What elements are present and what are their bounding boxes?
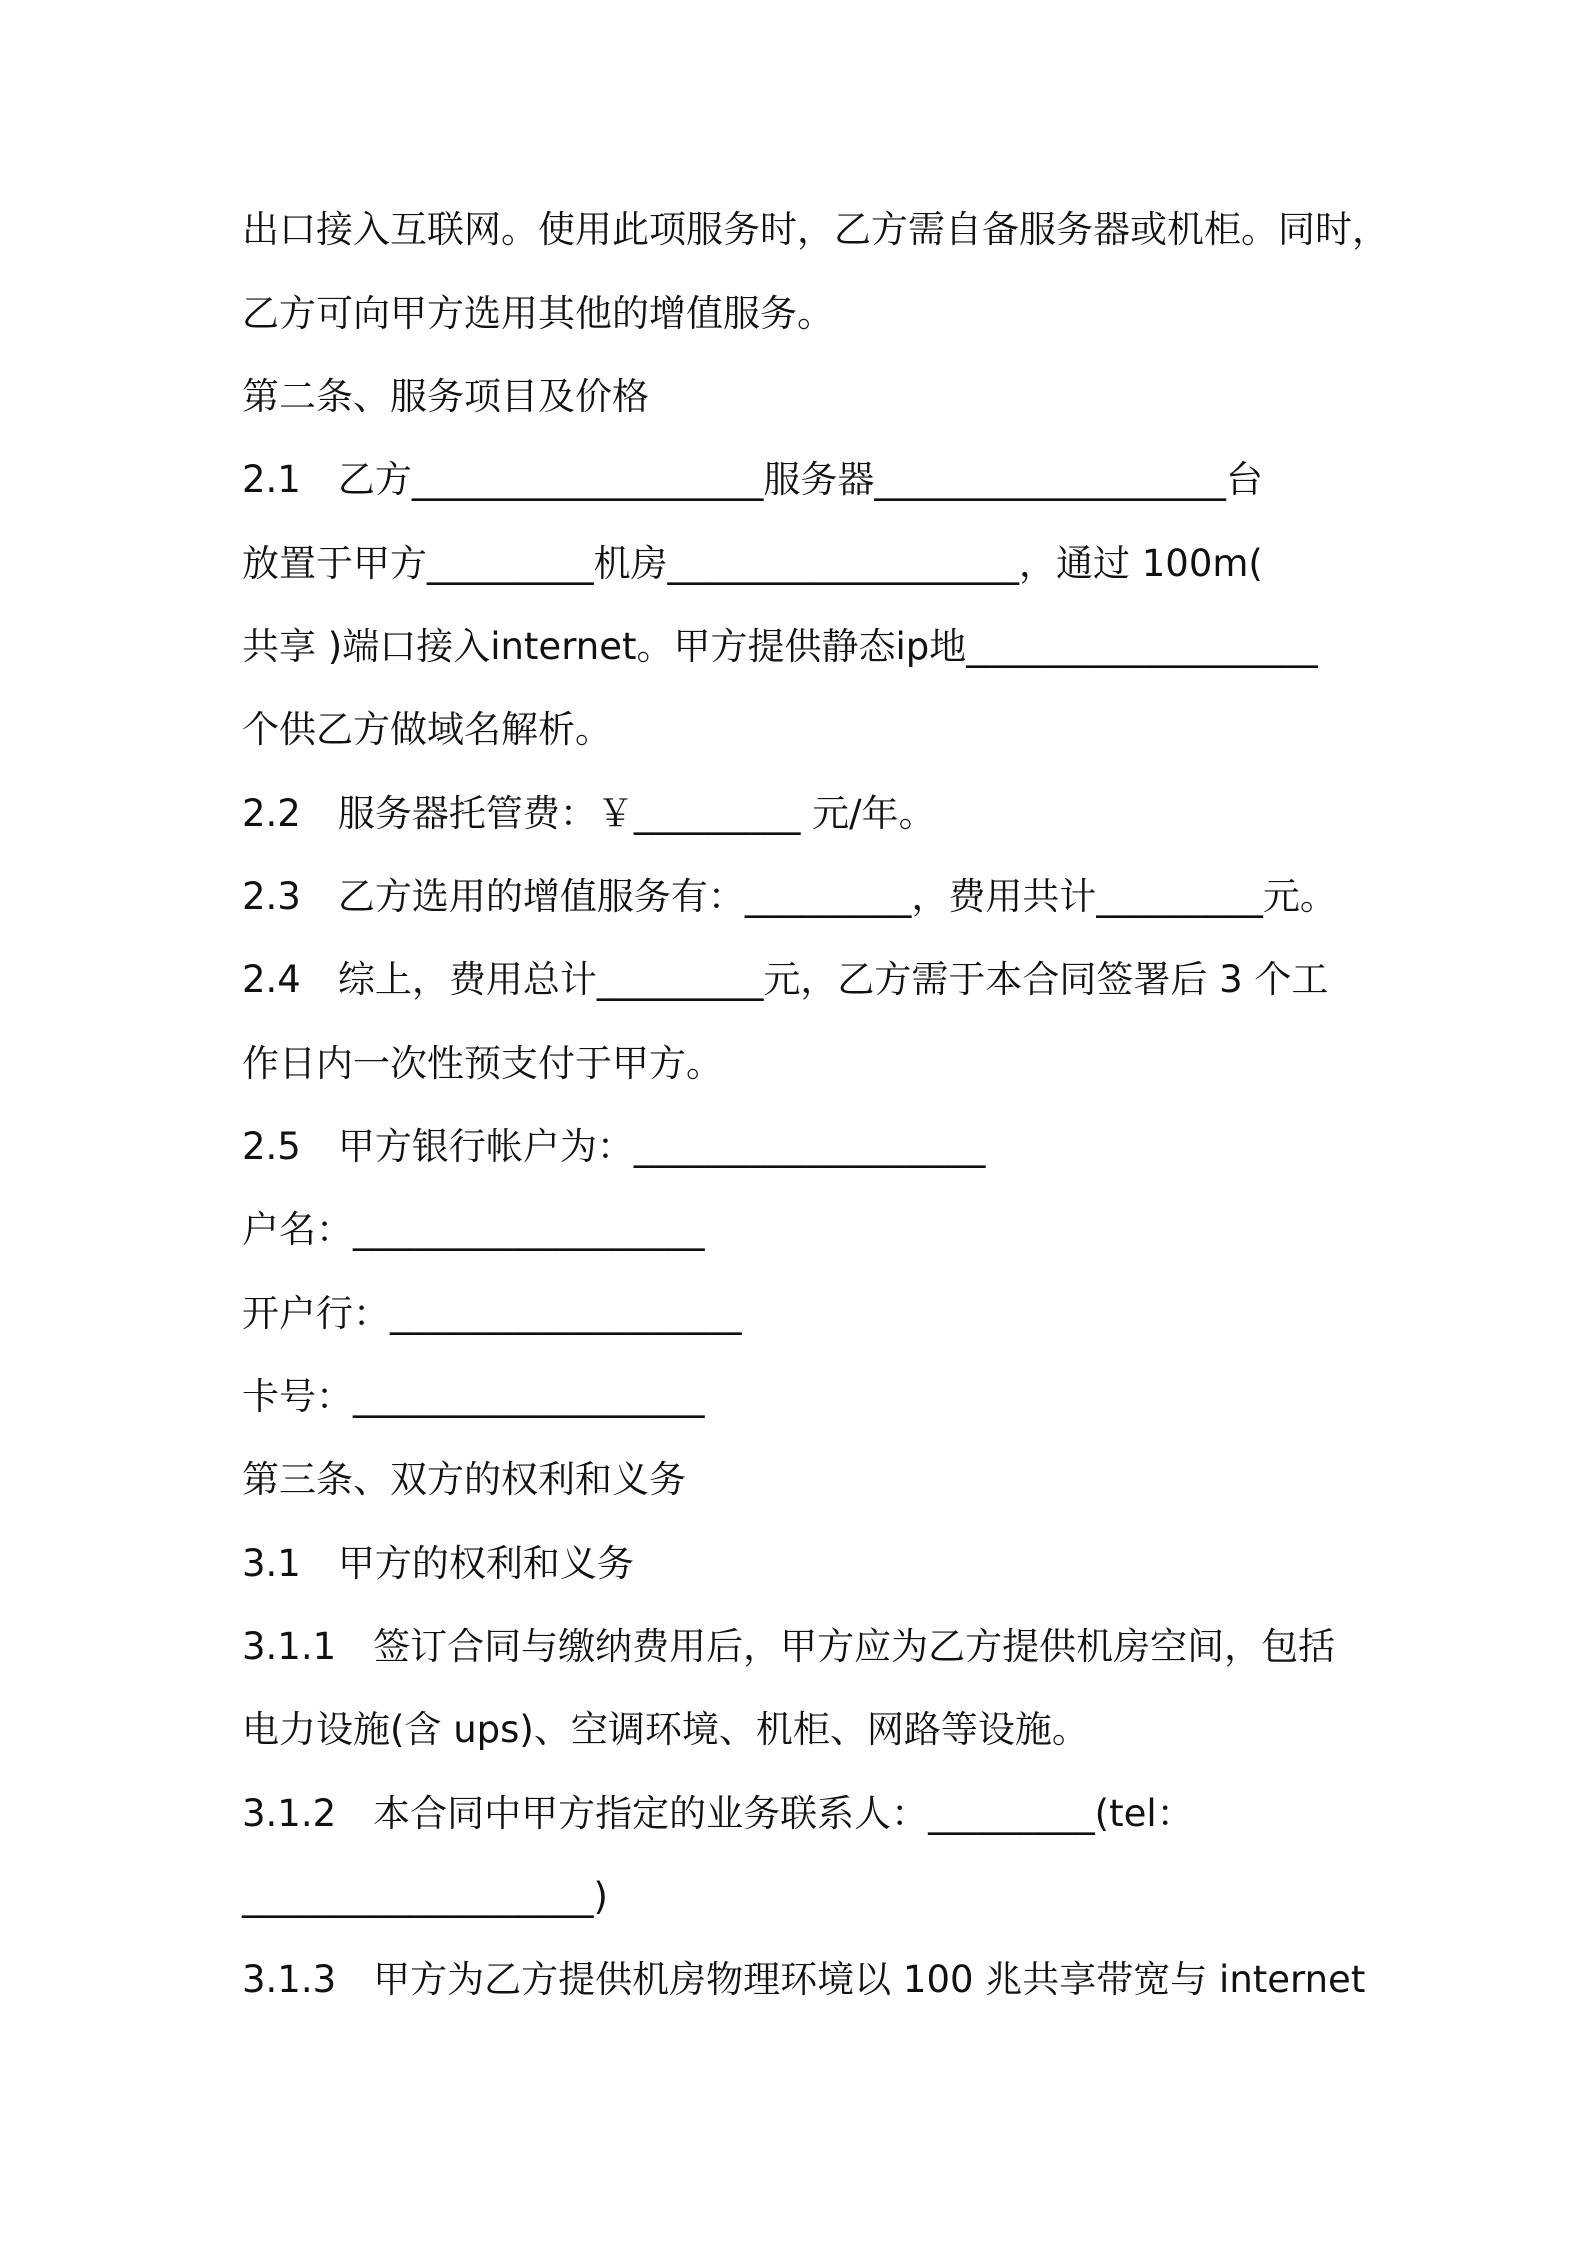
clause-3-1-3: 3.1.3 甲方为乙方提供机房物理环境以 100 兆共享带宽与 internet	[242, 1958, 1366, 2001]
section-heading: 第三条、双方的权利和义务	[242, 1458, 686, 1501]
clause-3-1-1: 3.1.1 签订合同与缴纳费用后，甲方应为乙方提供机房空间，包括	[242, 1625, 1336, 1668]
paragraph-line: 电力设施(含 ups)、空调环境、机柜、网路等设施。	[242, 1708, 1089, 1751]
clause-3-1: 3.1 甲方的权利和义务	[242, 1542, 634, 1585]
card-number-line: 卡号：___________________	[242, 1375, 705, 1418]
paragraph-line: 共享 )端口接入internet。甲方提供静态ip地___________________	[242, 625, 1318, 668]
clause-2-5: 2.5 甲方银行帐户为：___________________	[242, 1125, 986, 1168]
paragraph-line: 个供乙方做域名解析。	[242, 708, 612, 751]
section-heading: 第二条、服务项目及价格	[242, 375, 649, 418]
paragraph-line: 乙方可向甲方选用其他的增值服务。	[242, 292, 834, 335]
clause-2-3: 2.3 乙方选用的增值服务有：_________，费用共计_________元。	[242, 875, 1337, 918]
clause-2-4: 2.4 综上，费用总计_________元，乙方需于本合同签署后 3 个工	[242, 958, 1329, 1001]
paragraph-line: 放置于甲方_________机房___________________，通过 100m(	[242, 542, 1263, 585]
paragraph-line: ___________________)	[242, 1875, 608, 1918]
clause-2-1: 2.1 乙方___________________服务器___________________台	[242, 458, 1263, 501]
clause-3-1-2: 3.1.2 本合同中甲方指定的业务联系人：_________(tel：	[242, 1792, 1194, 1835]
bank-line: 开户行：___________________	[242, 1292, 742, 1335]
paragraph-line: 作日内一次性预支付于甲方。	[242, 1042, 723, 1085]
account-name-line: 户名：___________________	[242, 1208, 705, 1251]
clause-2-2: 2.2 服务器托管费：￥_________ 元/年。	[242, 792, 936, 835]
paragraph-line: 出口接入互联网。使用此项服务时，乙方需自备服务器或机柜。同时，	[242, 208, 1389, 251]
